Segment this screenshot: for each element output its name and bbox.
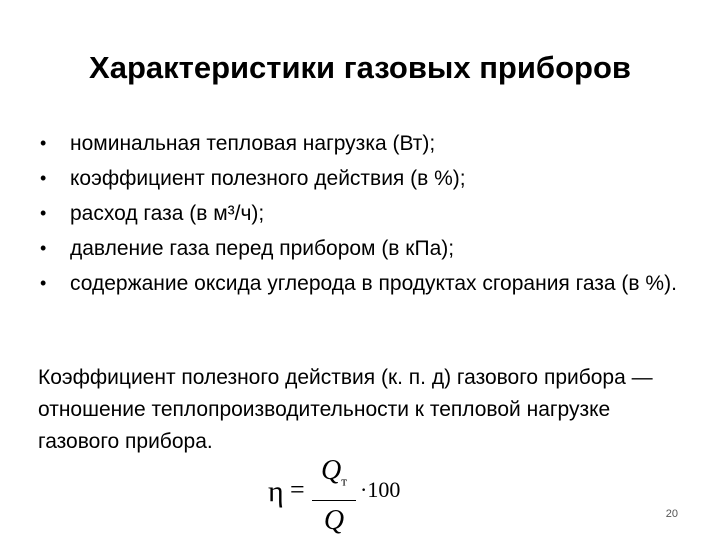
bullet-icon: •: [40, 273, 47, 293]
list-item: [38, 128, 678, 159]
formula-eta: η: [268, 475, 284, 508]
formula-numerator-symbol: Q: [321, 455, 342, 486]
bullet-list: [38, 128, 678, 303]
slide-title: Характеристики газовых приборов: [89, 50, 631, 85]
bullet-text: номинальная тепловая нагрузка (Вт);: [70, 132, 436, 155]
formula-multiplier: ·100: [360, 477, 401, 502]
bullet-text: расход газа (в м³/ч);: [70, 202, 265, 225]
bullet-text: давление газа перед прибором (в кПа);: [70, 237, 455, 260]
list-item: [38, 163, 678, 194]
bullet-icon: •: [40, 133, 47, 153]
formula-denominator: Q: [323, 504, 345, 536]
bullet-text: коэффициент полезного действия (в %);: [70, 167, 466, 190]
bullet-icon: •: [40, 238, 47, 258]
page-number: 20: [665, 508, 678, 520]
bullet-text: содержание оксида углерода в продуктах сгорания газа (в %).: [70, 272, 677, 295]
bullet-icon: •: [40, 203, 47, 223]
definition-paragraph: Коэффициент полезного действия (к. п. д) газового прибора — отношение теплопроизводительности к тепловой нагрузке газового прибора.: [38, 366, 653, 453]
fraction-bar: [312, 500, 356, 501]
efficiency-formula: [268, 455, 428, 536]
formula-equals: =: [290, 475, 305, 504]
formula-fraction: [312, 455, 356, 537]
formula-numerator-subscript: т: [341, 473, 347, 489]
list-item: [38, 233, 678, 264]
formula-numerator: [312, 455, 356, 498]
bullet-icon: •: [40, 168, 47, 188]
list-item: [38, 268, 678, 299]
list-item: [38, 198, 678, 229]
